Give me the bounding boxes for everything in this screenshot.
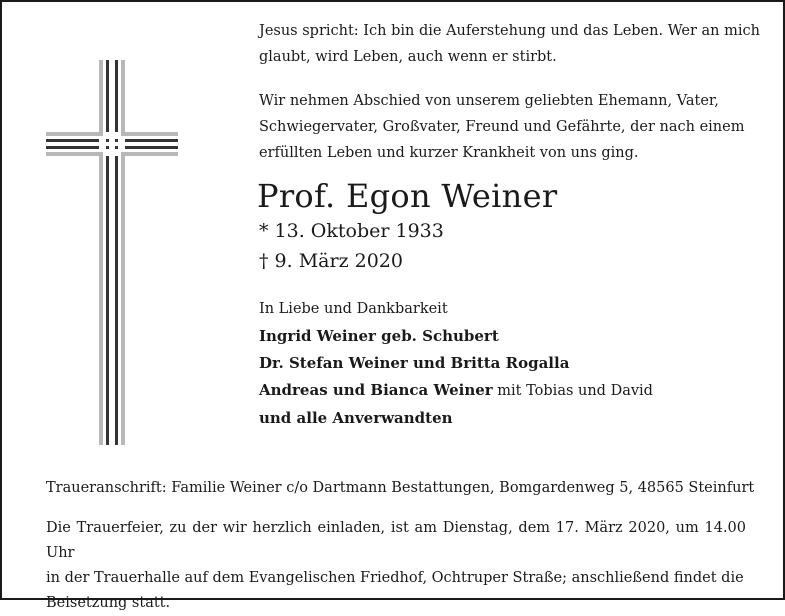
bible-verse-line: Jesus spricht: Ich bin die Auferstehung und das Leben. Wer an mich — [259, 23, 760, 39]
farewell-line: erfüllten Leben und kurzer Krankheit von uns ging. — [259, 145, 639, 161]
death-date: † 9. März 2020 — [259, 250, 403, 272]
cross-icon — [46, 60, 178, 445]
farewell-line: Wir nehmen Abschied von unserem geliebten Ehemann, Vater, — [259, 93, 719, 109]
mourner-names: Andreas und Bianca Weiner — [259, 381, 493, 399]
mourners-heading: In Liebe und Dankbarkeit — [259, 301, 448, 317]
birth-date: * 13. Oktober 1933 — [259, 220, 444, 242]
ceremony-info — [46, 516, 746, 616]
farewell-text — [259, 88, 764, 166]
mourners-list — [259, 296, 764, 432]
farewell-line: Schwiegervater, Großvater, Freund und Gefährte, der nach einem — [259, 119, 745, 135]
deceased-name: Prof. Egon Weiner — [257, 177, 558, 215]
mourner-entry: Dr. Stefan Weiner und Britta Rogalla — [259, 354, 570, 372]
ceremony-line: in der Trauerhalle auf dem Evangelischen Friedhof, Ochtruper Straße; anschließend findet die — [46, 570, 744, 586]
ceremony-line: Die Trauerfeier, zu der wir herzlich einladen, ist am Dienstag, dem 17. März 2020, um 14.00 Uhr — [46, 520, 746, 561]
mourner-entry: Ingrid Weiner geb. Schubert — [259, 327, 499, 345]
mourning-address: Traueranschrift: Familie Weiner c/o Dartmann Bestattungen, Bomgardenweg 5, 48565 Steinfurt — [46, 480, 755, 496]
main-text-column — [259, 18, 764, 432]
bible-verse — [259, 18, 764, 70]
bible-verse-line: glaubt, wird Leben, auch wenn er stirbt. — [259, 49, 557, 65]
mourner-children: mit Tobias und David — [492, 383, 653, 399]
ceremony-line: Beisetzung statt. — [46, 595, 171, 611]
mourner-entry: und alle Anverwandten — [259, 409, 453, 427]
mourner-entry — [259, 377, 764, 405]
